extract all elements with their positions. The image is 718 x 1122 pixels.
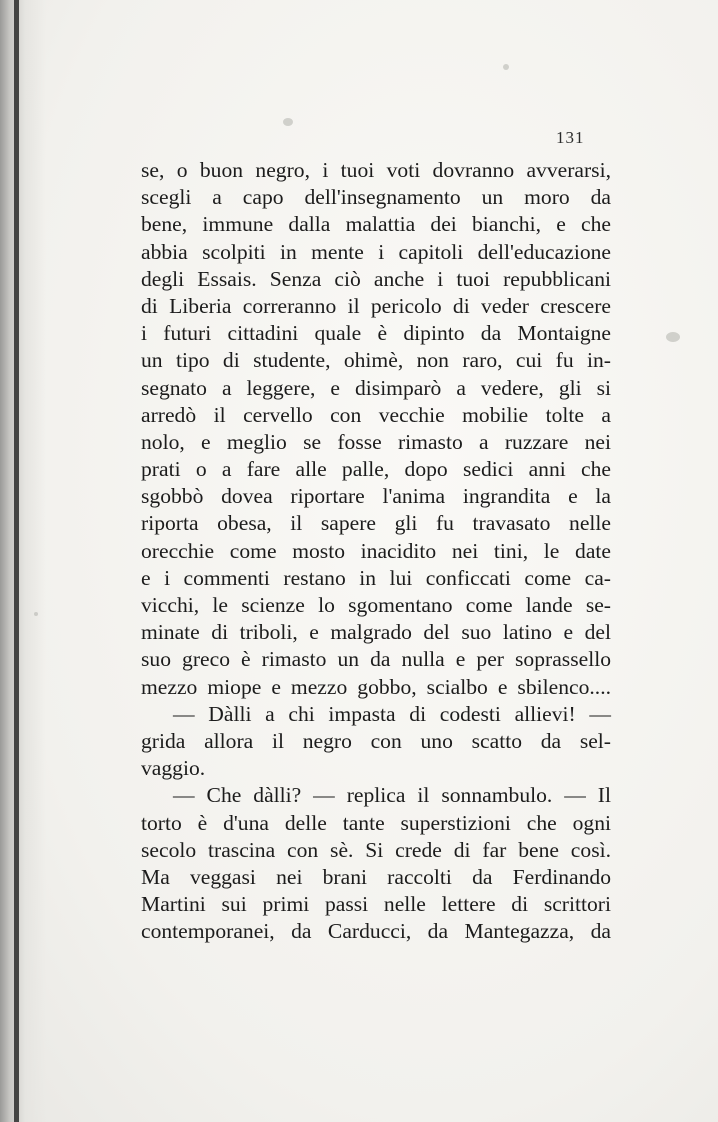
text-line: secolo trascina con sè. Si crede di far bene così. [141,837,611,862]
text-line: Ma veggasi nei brani raccolti da Ferdinando [141,864,611,889]
text-line: — Che dàlli? — replica il sonnambulo. — Il [173,783,611,808]
text-line: scegli a capo dell'insegnamento un moro da [141,185,611,210]
text-line: abbia scolpiti in mente i capitoli dell'educazione [141,239,611,264]
text-line: minate di triboli, e malgrado del suo latino e del [141,620,611,645]
text-line: se, o buon negro, i tuoi voti dovranno avverarsi, [141,158,611,182]
text-line: vicchi, le scienze lo sgomentano come lande se- [141,593,611,617]
text-line: nolo, e meglio se fosse rimasto a ruzzare nei [141,429,611,454]
text-line: i futuri cittadini quale è dipinto da Montaigne [141,321,611,346]
text-line: prati o a fare alle palle, dopo sedici anni che [141,457,611,482]
text-line: bene, immune dalla malattia dei bianchi, e che [141,212,611,237]
text-line: di Liberia correranno il pericolo di veder crescere [141,293,611,318]
text-line: segnato a leggere, e disimparò a vedere, gli si [141,375,611,400]
text-line: — Dàlli a chi impasta di codesti allievi! — [173,701,611,726]
text-line: contemporanei, da Carducci, da Mantegazza, da [141,919,611,944]
text-line: sgobbò dovea riportare l'anima ingrandita e la [141,484,611,509]
text-line: riporta obesa, il sapere gli fu travasato nelle [141,511,611,536]
paper-speck [34,612,38,616]
text-line: un tipo di studente, ohimè, non raro, cui fu in- [141,348,611,373]
paper-speck [666,332,680,342]
text-line: degli Essais. Senza ciò anche i tuoi repubblicani [141,266,611,291]
paper-speck [283,118,293,126]
text-line: mezzo miope e mezzo gobbo, scialbo e sbilenco.... [141,674,611,699]
text-line: grida allora il negro con uno scatto da sel- [141,728,611,753]
text-line: vaggio. [141,756,206,781]
binding-shadow [0,0,46,1122]
text-line: e i commenti restano in lui conficcati come ca- [141,565,611,590]
binding-edge [14,0,19,1122]
paper-speck [503,64,509,70]
body-text [141,157,611,945]
page-number: 131 [556,128,585,147]
text-line: arredò il cervello con vecchie mobilie tolte a [141,402,611,427]
text-line: suo greco è rimasto un da nulla e per soprassello [141,647,611,672]
text-line: orecchie come mosto inacidito nei tini, le date [141,538,611,563]
text-line: Martini sui primi passi nelle lettere di scrittori [141,892,611,917]
text-line: torto è d'una delle tante superstizioni che ogni [141,810,611,835]
